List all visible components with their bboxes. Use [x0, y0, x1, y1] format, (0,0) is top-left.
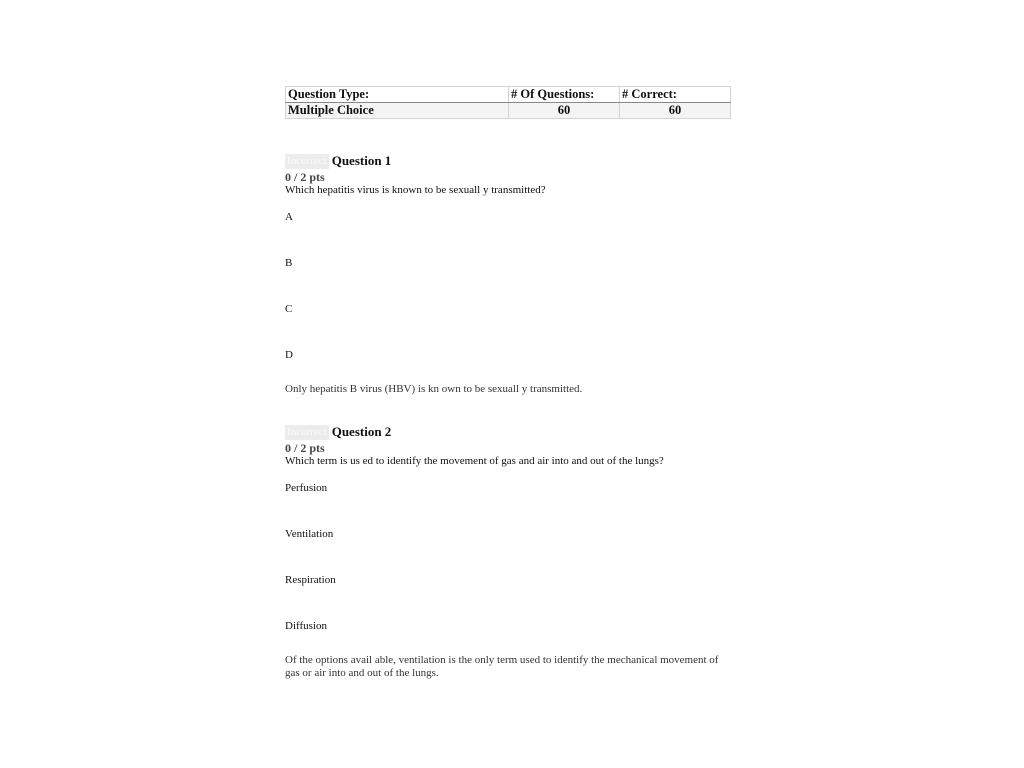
summary-data-row: [286, 103, 731, 119]
answer-option[interactable]: Ventilation: [285, 528, 334, 540]
question-2: [285, 424, 731, 680]
answer-explanation: Of the options avail able, ventilation is the only term used to identify the mechanical movement of gas or air into and out of the lungs.: [285, 654, 719, 679]
answer-option[interactable]: A: [285, 211, 293, 223]
num-questions-value: 60: [509, 103, 620, 119]
summary-table: [285, 86, 731, 119]
question-type-value: Multiple Choice: [286, 103, 509, 119]
header-num-questions: # Of Questions:: [509, 87, 620, 103]
quiz-results-page: [285, 86, 731, 679]
question-header: [285, 424, 731, 440]
question-header: [285, 153, 731, 169]
answer-option[interactable]: Perfusion: [285, 482, 328, 494]
answer-list: [285, 482, 731, 666]
answer-option[interactable]: C: [285, 303, 293, 315]
answer-explanation: Only hepatitis B virus (HBV) is kn own to be sexuall y transmitted.: [285, 383, 583, 395]
question-title: Question 2: [331, 424, 392, 439]
question-points: 0 / 2 pts: [285, 441, 325, 455]
question-1: [285, 153, 731, 396]
num-correct-value: 60: [620, 103, 731, 119]
answer-option[interactable]: Respiration: [285, 574, 336, 586]
header-num-correct: # Correct:: [620, 87, 731, 103]
question-text: Which term is us ed to identify the movement of gas and air into and out of the lungs?: [285, 455, 664, 467]
question-points: 0 / 2 pts: [285, 170, 325, 184]
incorrect-badge: Incorrect: [287, 154, 327, 167]
question-title: Question 1: [331, 153, 392, 168]
answer-option[interactable]: B: [285, 257, 293, 269]
incorrect-badge: Incorrect: [287, 425, 327, 438]
answer-list: [285, 211, 731, 395]
summary-header-row: [286, 87, 731, 103]
question-text: Which hepatitis virus is known to be sexuall y transmitted?: [285, 184, 546, 196]
answer-option[interactable]: D: [285, 349, 293, 361]
answer-option[interactable]: Diffusion: [285, 620, 327, 632]
header-question-type: Question Type:: [286, 87, 509, 103]
